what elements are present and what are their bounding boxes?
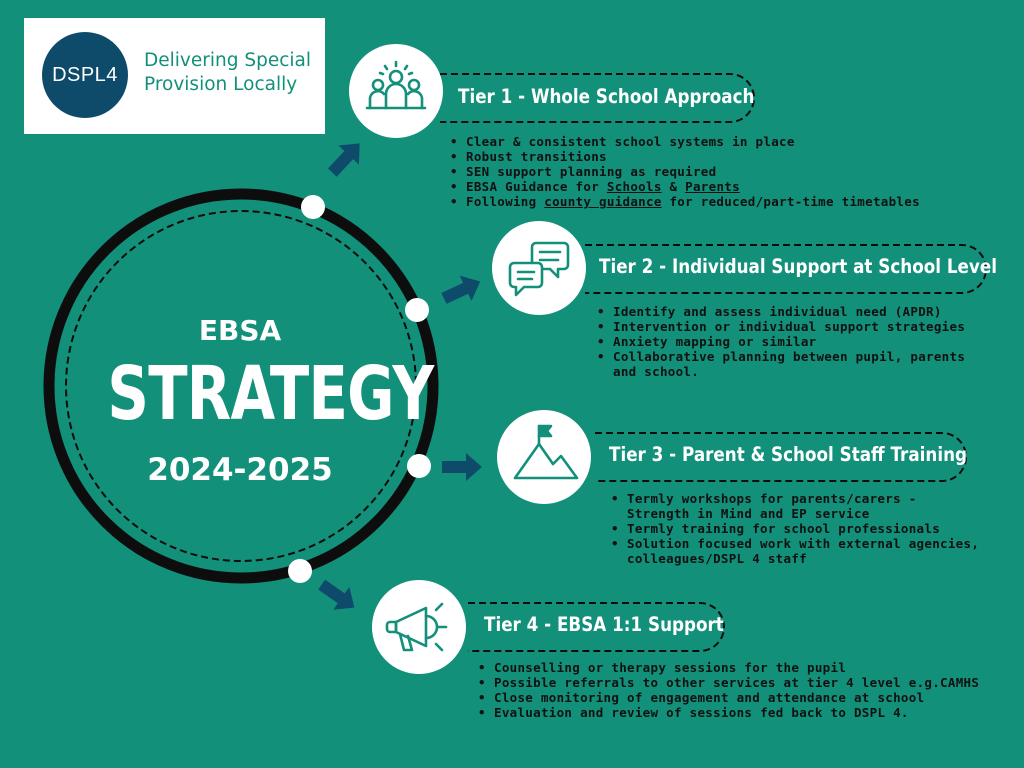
list-item bbox=[446, 179, 920, 194]
tier-1-bullets bbox=[446, 134, 920, 209]
list-item: • Termly workshops for parents/carers - bbox=[607, 491, 979, 506]
logo-badge: DSPL4 bbox=[42, 32, 128, 118]
list-item-continuation bbox=[607, 551, 979, 566]
ring-dot-4 bbox=[288, 559, 312, 583]
tier-2-bullets bbox=[593, 304, 965, 379]
bullet-text: EBSA Guidance for bbox=[466, 179, 607, 194]
logo-tagline bbox=[144, 49, 324, 97]
list-item: • Possible referrals to other services at tier 4 level e.g.CAMHS bbox=[474, 675, 979, 690]
county-guidance-link[interactable]: county guidance bbox=[544, 194, 662, 209]
bullet-text: & bbox=[661, 179, 686, 194]
bullet-text: colleagues/DSPL 4 staff bbox=[627, 551, 807, 566]
arrow-to-tier-2 bbox=[438, 269, 486, 311]
tier-4-title: Tier 4 - EBSA 1:1 Support bbox=[484, 613, 724, 636]
list-item: • Collaborative planning between pupil, parents bbox=[593, 349, 965, 364]
tier-1-title: Tier 1 - Whole School Approach bbox=[458, 85, 755, 108]
mountain-flag-icon bbox=[497, 410, 591, 504]
parents-link[interactable]: Parents bbox=[685, 179, 740, 194]
tier-4-icon-circle bbox=[372, 580, 466, 674]
arrow-to-tier-1 bbox=[322, 134, 370, 182]
center-heading: EBSA bbox=[198, 314, 282, 347]
center-years: 2024-2025 bbox=[147, 452, 333, 488]
list-item-continuation bbox=[593, 364, 965, 379]
dspl4-logo bbox=[24, 18, 325, 134]
tier-3-bullets bbox=[607, 491, 979, 566]
list-item bbox=[446, 194, 920, 209]
tier-3-icon-circle bbox=[497, 410, 591, 504]
list-item: • Robust transitions bbox=[446, 149, 920, 164]
tier-2-title: Tier 2 - Individual Support at School Level bbox=[599, 255, 997, 278]
list-item-continuation bbox=[607, 506, 979, 521]
people-group-icon bbox=[349, 44, 443, 138]
list-item: • Close monitoring of engagement and attendance at school bbox=[474, 690, 979, 705]
list-item: • Termly training for school professionals bbox=[607, 521, 979, 536]
list-item: • SEN support planning as required bbox=[446, 164, 920, 179]
bullet-text: for reduced/part-time timetables bbox=[661, 194, 920, 209]
bullet-text: Following bbox=[466, 194, 545, 209]
list-item: • Counselling or therapy sessions for the pupil bbox=[474, 660, 979, 675]
list-item: • Anxiety mapping or similar bbox=[593, 334, 965, 349]
logo-tagline-line-1: Delivering Special bbox=[144, 50, 311, 71]
list-item: • Clear & consistent school systems in place bbox=[446, 134, 920, 149]
tier-4-bullets bbox=[474, 660, 979, 720]
center-title: STRATEGY bbox=[107, 351, 434, 437]
arrow-to-tier-4 bbox=[314, 573, 363, 619]
bullet-text: and school. bbox=[613, 364, 700, 379]
ring-dot-1 bbox=[301, 195, 325, 219]
list-item: • Evaluation and review of sessions fed back to DSPL 4. bbox=[474, 705, 979, 720]
speech-bubbles-icon bbox=[492, 221, 586, 315]
tier-3-title: Tier 3 - Parent & School Staff Training bbox=[609, 443, 968, 466]
arrow-to-tier-3 bbox=[442, 453, 482, 481]
logo-tagline-line-2: Provision Locally bbox=[144, 74, 298, 95]
list-item: • Intervention or individual support strategies bbox=[593, 319, 965, 334]
tier-2-icon-circle bbox=[492, 221, 586, 315]
ring-dot-3 bbox=[407, 454, 431, 478]
schools-link[interactable]: Schools bbox=[606, 179, 662, 194]
list-item: • Solution focused work with external agencies, bbox=[607, 536, 979, 551]
tier-1-icon-circle bbox=[349, 44, 443, 138]
list-item: • Identify and assess individual need (APDR) bbox=[593, 304, 965, 319]
megaphone-icon bbox=[372, 580, 466, 674]
bullet-text: Strength in Mind and EP service bbox=[627, 506, 870, 521]
